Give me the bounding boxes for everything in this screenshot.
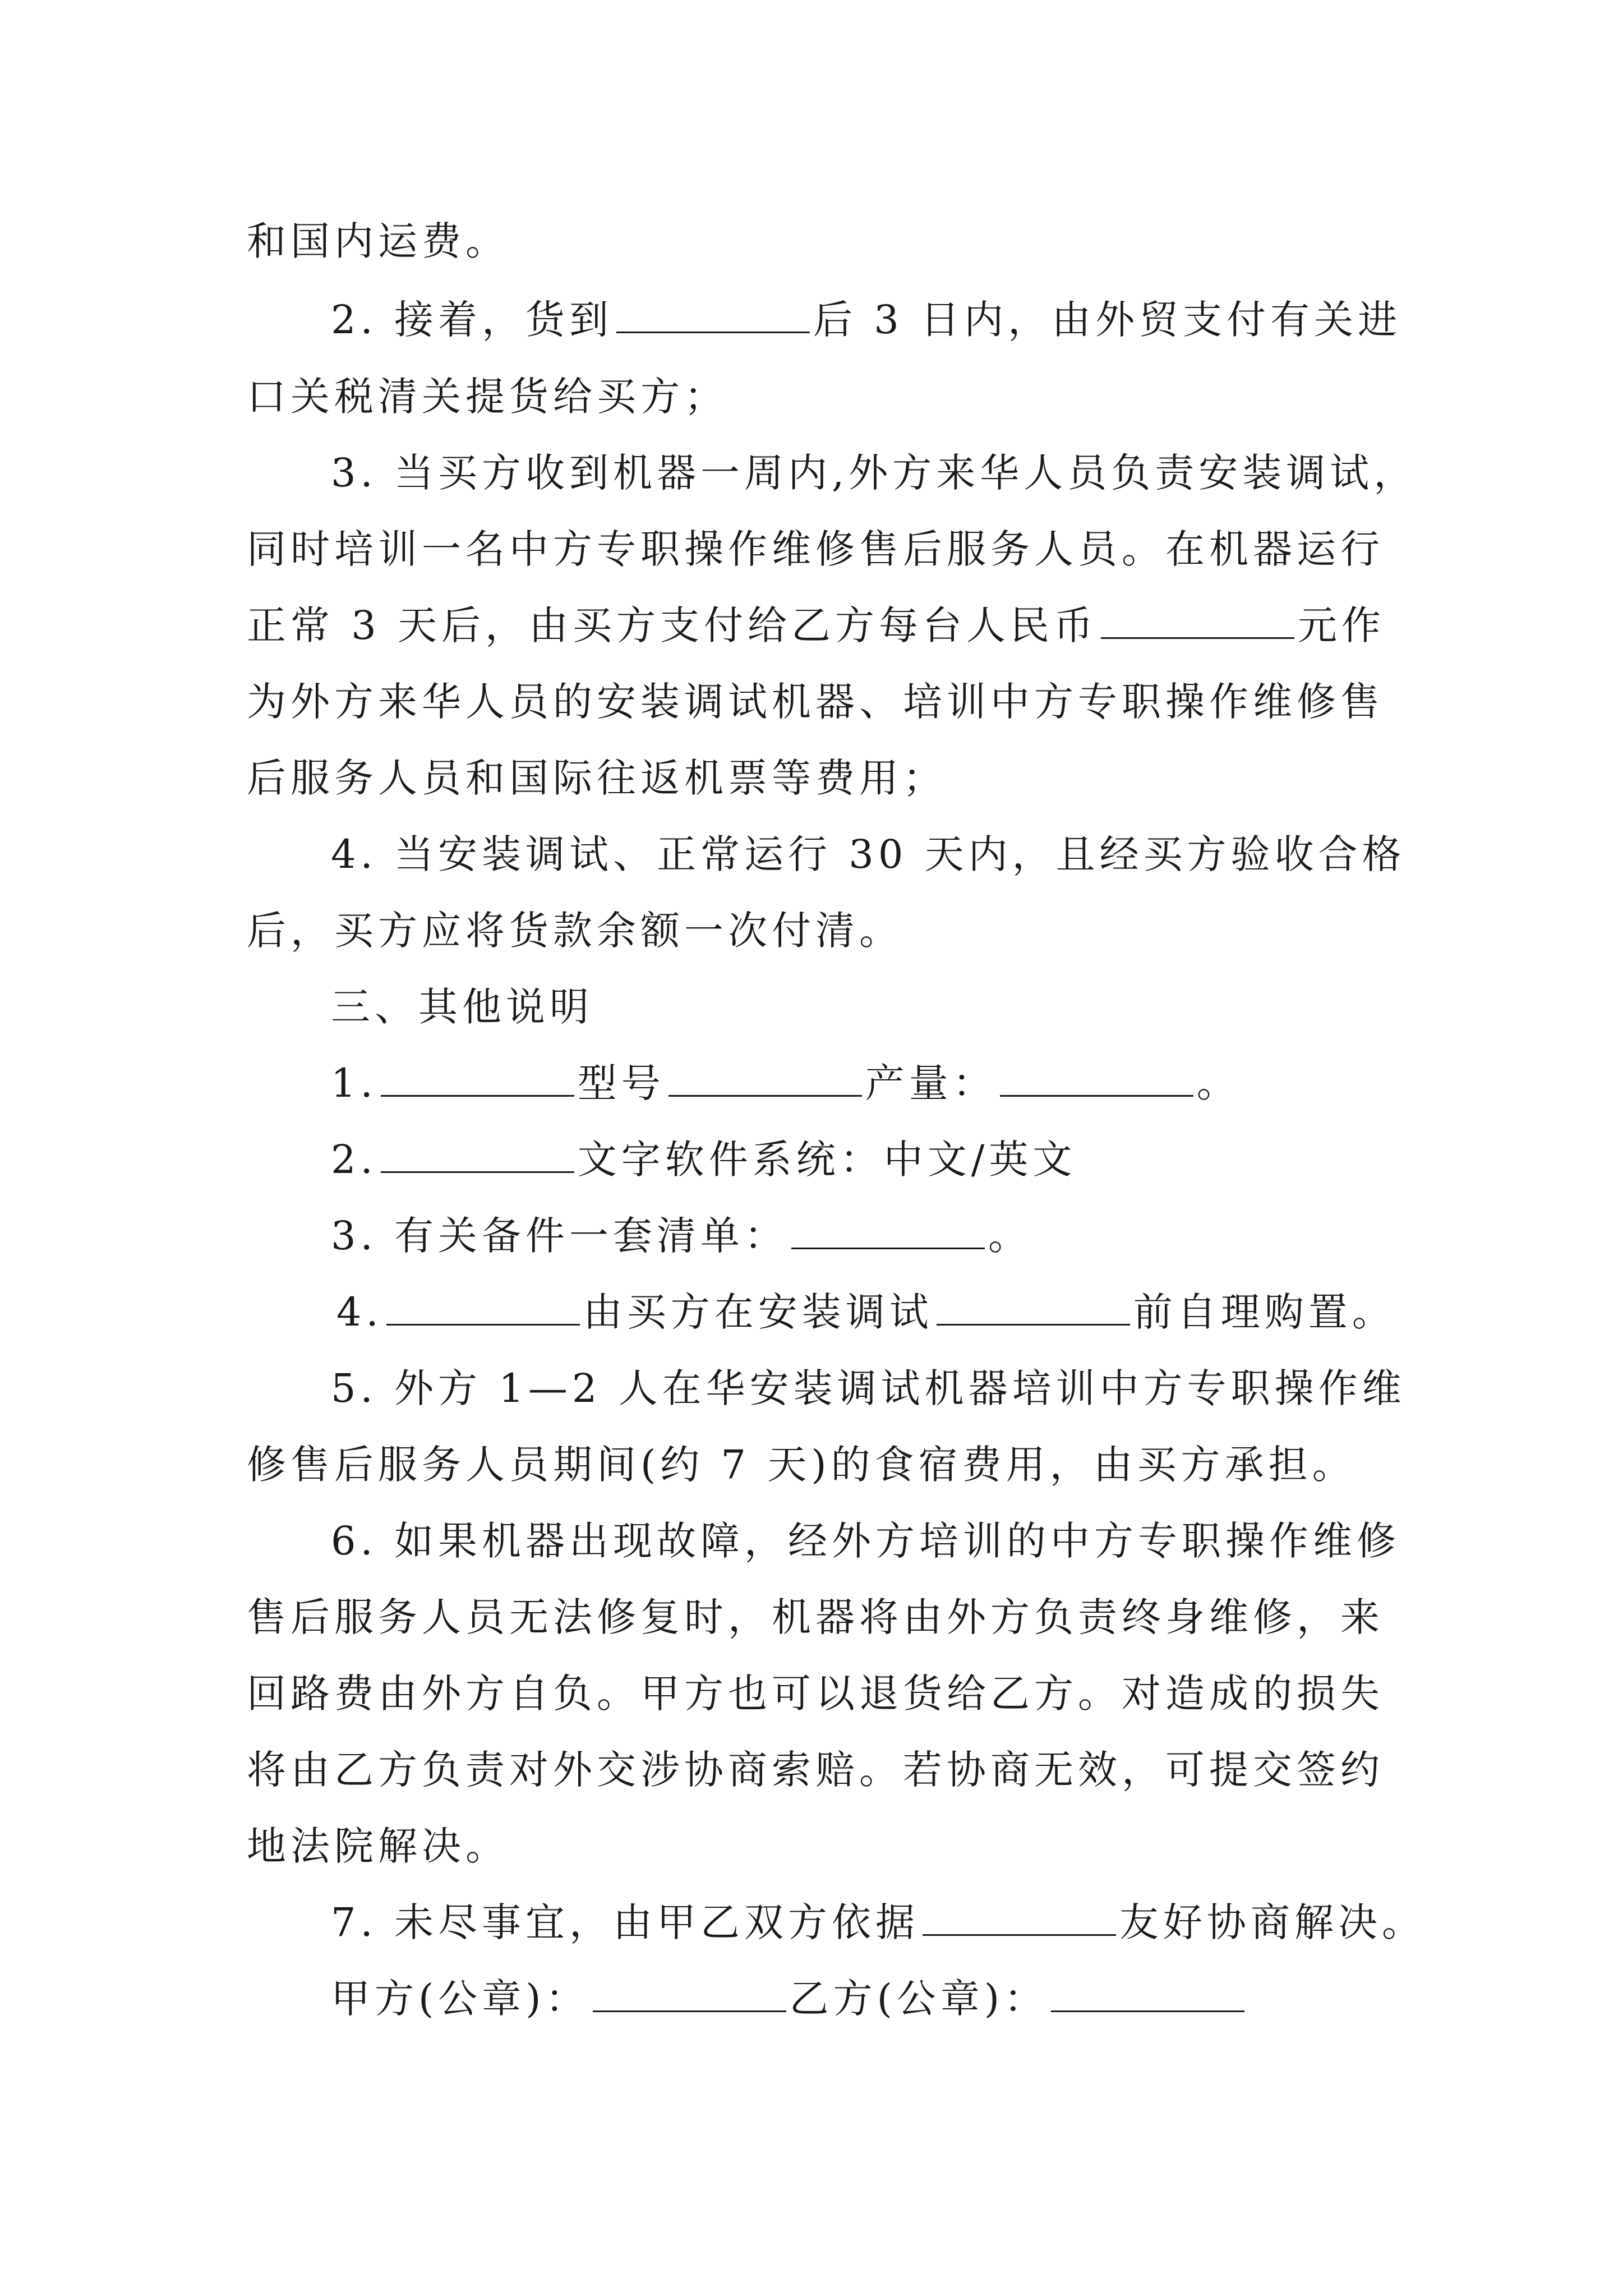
fill-in-blank [381, 1089, 574, 1097]
text-segment: 地法院解决。 [247, 1823, 509, 1869]
fill-in-blank [616, 326, 810, 333]
text-segment: 正常 3 天后，由买方支付给乙方每台人民币 [247, 602, 1098, 648]
fill-in-blank [1051, 2005, 1244, 2012]
text-segment: 售后服务人员无法修复时，机器将由外方负责终身维修，来 [247, 1594, 1384, 1640]
text-segment: 3. 当买方收到机器一周内,外方来华人员负责安装调试， [331, 450, 1418, 496]
text-line [247, 1594, 1384, 1640]
text-line [331, 450, 1418, 496]
text-line [331, 1365, 1406, 1411]
fill-in-blank [791, 1242, 985, 1249]
text-segment: 文字软件系统：中文/英文 [577, 1137, 1077, 1182]
text-segment: 由买方在安装调试 [583, 1289, 933, 1335]
text-segment: 修售后服务人员期间(约 7 天)的食宿费用，由买方承担。 [247, 1442, 1356, 1488]
text-line [331, 1060, 1241, 1106]
text-segment: 后 3 日内，由外贸支付有关进 [813, 297, 1402, 343]
text-line [247, 218, 509, 264]
text-segment: 将由乙方负责对外交涉协商索赔。若协商无效，可提交签约 [247, 1747, 1384, 1793]
fill-in-blank [923, 1929, 1116, 1936]
fill-in-blank [381, 1166, 574, 1173]
text-line [247, 1747, 1384, 1793]
text-segment: 4. 当安装调试、正常运行 30 天内，且经买方验收合格 [331, 831, 1406, 877]
party-b-seal-label: 乙方(公章)： [789, 1976, 1048, 2022]
section-heading [331, 984, 593, 1030]
text-segment: 1. [331, 1060, 377, 1106]
text-segment: 三、其他说明 [331, 984, 593, 1030]
text-line [331, 1899, 1426, 1945]
fill-in-blank [1101, 632, 1294, 639]
text-segment: 4. [336, 1289, 383, 1335]
text-line [247, 526, 1384, 572]
text-line [331, 1518, 1401, 1564]
text-segment: 前自理购置。 [1133, 1289, 1396, 1335]
text-segment: 友好协商解决。 [1119, 1899, 1426, 1945]
text-segment: 后服务人员和国际往返机票等费用； [247, 755, 947, 801]
fill-in-blank [386, 1318, 580, 1326]
text-segment: 口关税清关提货给买方； [247, 374, 728, 420]
text-line [247, 602, 1386, 648]
text-segment: 同时培训一名中方专职操作维修售后服务人员。在机器运行 [247, 526, 1384, 572]
text-segment: 型号 [577, 1060, 665, 1106]
text-segment: 和国内运费。 [247, 218, 509, 264]
text-segment: 。 [1196, 1060, 1241, 1106]
text-segment: 元作 [1298, 602, 1386, 648]
text-line [331, 831, 1406, 877]
text-segment: 产量： [865, 1060, 997, 1106]
text-segment: 为外方来华人员的安装调试机器、培训中方专职操作维修售 [247, 679, 1384, 725]
text-segment: 后，买方应将货款余额一次付清。 [247, 908, 903, 954]
text-line [247, 1671, 1384, 1717]
text-line [331, 297, 1402, 343]
text-segment: 6. 如果机器出现故障，经外方培训的中方专职操作维修 [331, 1518, 1401, 1564]
text-line [247, 908, 903, 954]
text-segment: 3. 有关备件一套清单： [331, 1213, 789, 1259]
text-line [247, 1442, 1356, 1488]
text-line [247, 374, 728, 420]
party-a-seal-label: 甲方(公章)： [331, 1976, 589, 2022]
signature-line [331, 1976, 1248, 2022]
text-line [247, 1823, 509, 1869]
text-segment: 。 [988, 1213, 1032, 1259]
text-segment: 回路费由外方自负。甲方也可以退货给乙方。对造成的损失 [247, 1671, 1384, 1717]
fill-in-blank [937, 1318, 1130, 1326]
fill-in-blank [593, 2005, 786, 2012]
text-segment: 2. [331, 1137, 377, 1182]
text-line [247, 755, 947, 801]
text-line [331, 1137, 1077, 1182]
fill-in-blank [1000, 1089, 1193, 1097]
text-segment: 5. 外方 1—2 人在华安装调试机器培训中方专职操作维 [331, 1365, 1406, 1411]
text-segment: 2. 接着，货到 [331, 297, 614, 343]
text-line [331, 1213, 1032, 1259]
text-line [247, 679, 1384, 725]
text-segment: 7. 未尽事宜，由甲乙双方依据 [331, 1899, 920, 1945]
text-line [336, 1289, 1396, 1335]
fill-in-blank [668, 1089, 862, 1097]
